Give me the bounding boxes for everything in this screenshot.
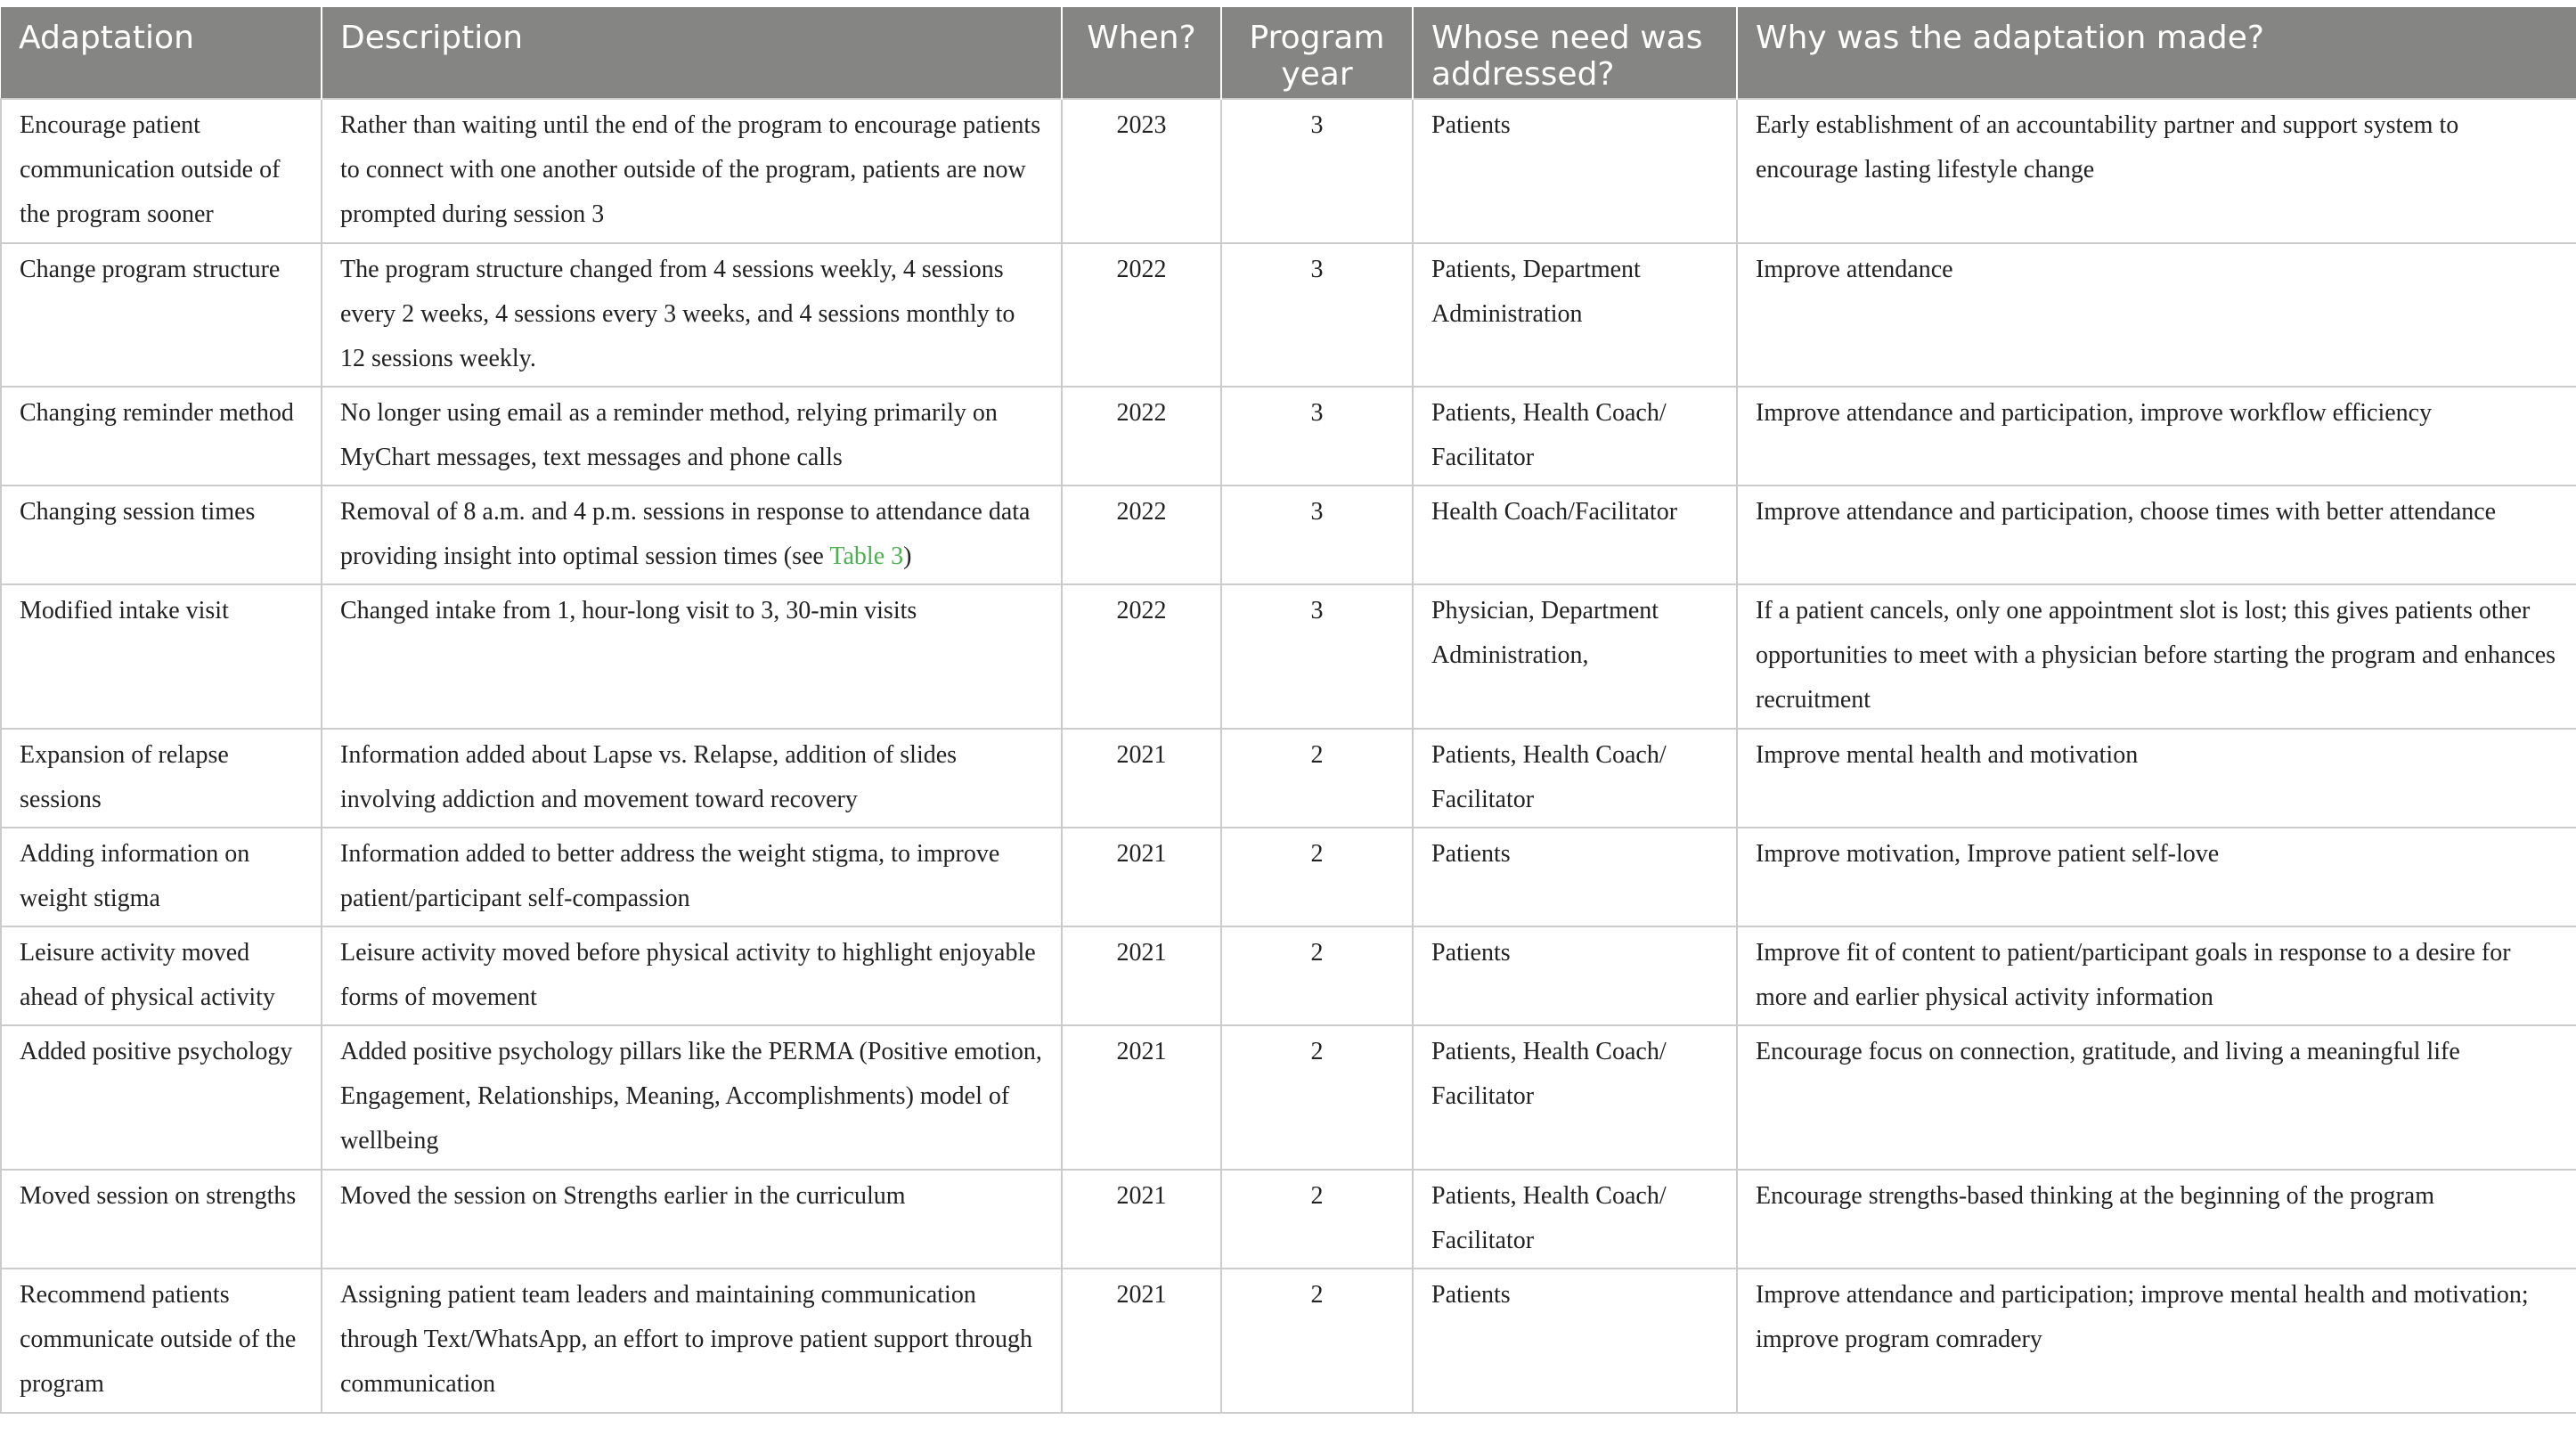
cell-whose-need: Patients, Health Coach/ Facilitator: [1413, 387, 1737, 485]
table-row: [1, 485, 2576, 584]
cell-program-year: 3: [1221, 243, 1413, 387]
cell-program-year: 3: [1221, 99, 1413, 243]
cell-when: 2022: [1062, 584, 1221, 729]
cell-why: If a patient cancels, only one appointment slot is lost; this gives patients other opportunities to meet with a physician before starting the program and enhances recruitment: [1737, 584, 2576, 729]
cell-whose-need: Patients: [1413, 828, 1737, 926]
cell-whose-need: Patients: [1413, 926, 1737, 1025]
header-adaptation: Adaptation: [1, 7, 322, 99]
cell-when: 2021: [1062, 1170, 1221, 1269]
cell-whose-need: Patients, Department Administration: [1413, 243, 1737, 387]
cell-why: Encourage focus on connection, gratitude, and living a meaningful life: [1737, 1025, 2576, 1170]
cell-adaptation: Changing reminder method: [1, 387, 322, 485]
cell-program-year: 3: [1221, 387, 1413, 485]
cell-why: Improve fit of content to patient/participant goals in response to a desire for more and earlier physical activity information: [1737, 926, 2576, 1025]
cell-description: Assigning patient team leaders and maintaining communication through Text/WhatsApp, an effort to improve patient support through communication: [322, 1269, 1062, 1413]
cell-adaptation: Changing session times: [1, 485, 322, 584]
header-why: Why was the adaptation made?: [1737, 7, 2576, 99]
cell-adaptation: Change program structure: [1, 243, 322, 387]
cell-whose-need: Physician, Department Administration,: [1413, 584, 1737, 729]
table-row: [1, 1025, 2576, 1170]
cell-why: Improve attendance and participation, choose times with better attendance: [1737, 485, 2576, 584]
cell-program-year: 2: [1221, 729, 1413, 828]
table-row: [1, 584, 2576, 729]
table-row: [1, 729, 2576, 828]
cell-when: 2022: [1062, 485, 1221, 584]
cell-why: Improve attendance and participation, improve workflow efficiency: [1737, 387, 2576, 485]
cell-program-year: 2: [1221, 1025, 1413, 1170]
cell-when: 2021: [1062, 828, 1221, 926]
cell-description: Moved the session on Strengths earlier in the curriculum: [322, 1170, 1062, 1269]
table-row: [1, 99, 2576, 243]
cell-adaptation: Recommend patients communicate outside of the program: [1, 1269, 322, 1413]
cell-whose-need: Patients: [1413, 1269, 1737, 1413]
table-header: [1, 7, 2576, 99]
cell-description: Information added to better address the weight stigma, to improve patient/participant self-compassion: [322, 828, 1062, 926]
cell-program-year: 2: [1221, 1269, 1413, 1413]
table-body: [1, 99, 2576, 1413]
cell-whose-need: Health Coach/Facilitator: [1413, 485, 1737, 584]
cell-whose-need: Patients, Health Coach/ Facilitator: [1413, 1170, 1737, 1269]
adaptations-table: [0, 7, 2576, 1414]
cell-when: 2022: [1062, 243, 1221, 387]
adaptations-table-container: [0, 7, 2576, 1414]
cell-adaptation: Encourage patient communication outside of the program sooner: [1, 99, 322, 243]
cell-why: Improve attendance: [1737, 243, 2576, 387]
header-whose-need: Whose need was addressed?: [1413, 7, 1737, 99]
cell-when: 2021: [1062, 1025, 1221, 1170]
cell-when: 2022: [1062, 387, 1221, 485]
cell-description: [322, 485, 1062, 584]
table-row: [1, 1170, 2576, 1269]
cell-why: Improve motivation, Improve patient self-love: [1737, 828, 2576, 926]
cell-whose-need: Patients, Health Coach/ Facilitator: [1413, 729, 1737, 828]
table-row: [1, 387, 2576, 485]
cell-description: Information added about Lapse vs. Relapse, addition of slides involving addiction and movement toward recovery: [322, 729, 1062, 828]
cell-when: 2021: [1062, 729, 1221, 828]
cell-why: Encourage strengths-based thinking at the beginning of the program: [1737, 1170, 2576, 1269]
header-program-year: Program year: [1221, 7, 1413, 99]
cell-adaptation: Added positive psychology: [1, 1025, 322, 1170]
table-row: [1, 926, 2576, 1025]
header-row: [1, 7, 2576, 99]
cell-adaptation: Modified intake visit: [1, 584, 322, 729]
cell-adaptation: Moved session on strengths: [1, 1170, 322, 1269]
cell-adaptation: Adding information on weight stigma: [1, 828, 322, 926]
cell-program-year: 2: [1221, 1170, 1413, 1269]
cell-adaptation: Leisure activity moved ahead of physical activity: [1, 926, 322, 1025]
cell-adaptation: Expansion of relapse sessions: [1, 729, 322, 828]
cell-description: Leisure activity moved before physical activity to highlight enjoyable forms of movement: [322, 926, 1062, 1025]
cell-program-year: 2: [1221, 828, 1413, 926]
description-text-end: ): [903, 543, 912, 570]
cell-when: 2021: [1062, 1269, 1221, 1413]
cell-description: Rather than waiting until the end of the program to encourage patients to connect with one another outside of the program, patients are now prompted during session 3: [322, 99, 1062, 243]
cell-program-year: 2: [1221, 926, 1413, 1025]
header-when: When?: [1062, 7, 1221, 99]
cell-why: Improve attendance and participation; improve mental health and motivation; improve program comradery: [1737, 1269, 2576, 1413]
table-row: [1, 243, 2576, 387]
cell-why: Improve mental health and motivation: [1737, 729, 2576, 828]
cell-when: 2021: [1062, 926, 1221, 1025]
table-row: [1, 828, 2576, 926]
cell-description: The program structure changed from 4 sessions weekly, 4 sessions every 2 weeks, 4 sessions every 3 weeks, and 4 sessions monthly to 12 sessions weekly.: [322, 243, 1062, 387]
cell-program-year: 3: [1221, 584, 1413, 729]
description-text: Removal of 8 a.m. and 4 p.m. sessions in response to attendance data providing insight into optimal session times (see: [340, 498, 1031, 570]
cell-when: 2023: [1062, 99, 1221, 243]
cell-description: No longer using email as a reminder method, relying primarily on MyChart messages, text messages and phone calls: [322, 387, 1062, 485]
cell-whose-need: Patients: [1413, 99, 1737, 243]
table-row: [1, 1269, 2576, 1413]
cell-whose-need: Patients, Health Coach/ Facilitator: [1413, 1025, 1737, 1170]
header-description: Description: [322, 7, 1062, 99]
table-3-link[interactable]: Table 3: [829, 543, 904, 570]
cell-description: Added positive psychology pillars like the PERMA (Positive emotion, Engagement, Relationships, Meaning, Accomplishments) model of wellbeing: [322, 1025, 1062, 1170]
cell-program-year: 3: [1221, 485, 1413, 584]
cell-description: Changed intake from 1, hour-long visit to 3, 30-min visits: [322, 584, 1062, 729]
cell-why: Early establishment of an accountability partner and support system to encourage lasting lifestyle change: [1737, 99, 2576, 243]
